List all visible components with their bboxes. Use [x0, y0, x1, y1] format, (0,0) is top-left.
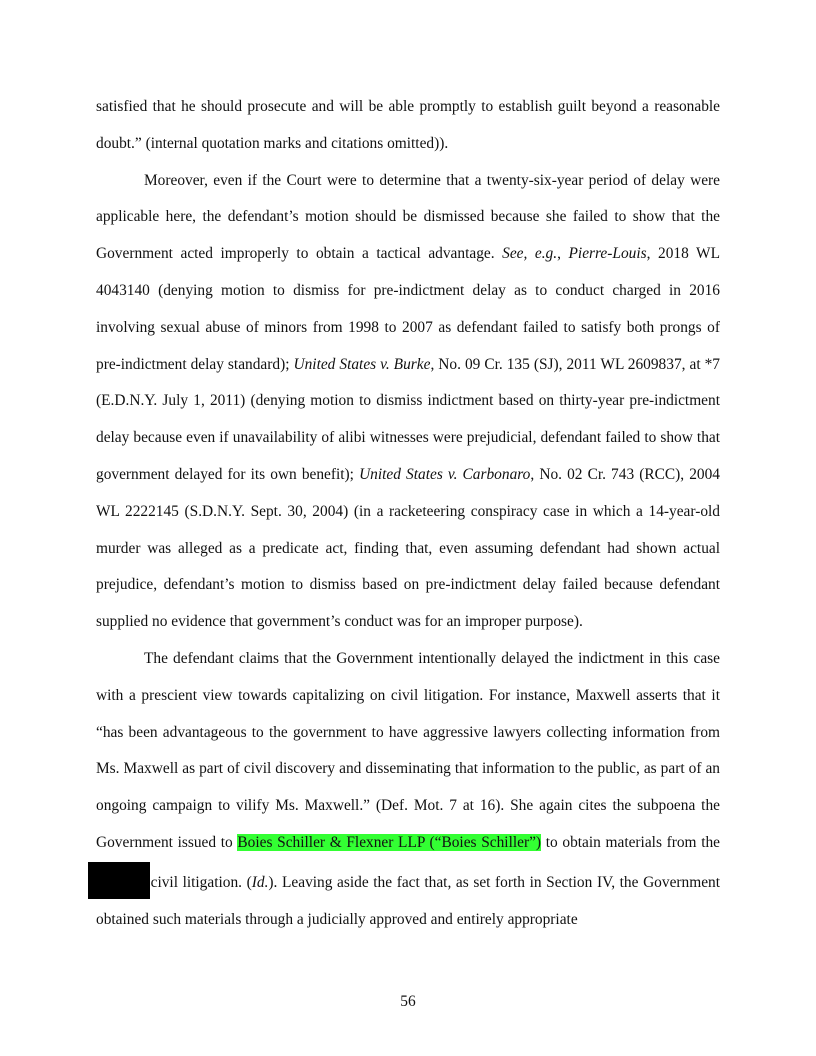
page-number: 56 [400, 993, 416, 1010]
citation-signal: See, e.g. [502, 245, 558, 263]
case-name-pierre-louis: Pierre-Louis [568, 245, 647, 263]
case-name-carbonaro: United States v. Carbonaro [359, 465, 531, 483]
paragraph-3: The defendant claims that the Government intentionally delayed the indictment in this case with a prescient view towards capitalizing on civil litigation. For instance, Maxwell asserts that it “has been advantageous to the government to have aggressive lawyers collecting information from Ms. Maxwell as part of civil discovery and disseminating that information to the public, as part of an ongoing campaign to vilify Ms. Maxwell.” (Def. Mot. 7 at 16). She again cites the subpoena the Government issued to Boies Schiller & Flexner LLP (“Boies Schiller”) to obtain materials from the civil litigation. (Id.). Leaving aside the fact that, as set forth in Section IV, the Government obtained such materials through a judicially approved and entirely appropriate [96, 641, 720, 938]
redaction-box [88, 862, 150, 899]
highlighted-text: Boies Schiller & Flexner LLP (“Boies Schiller”) [237, 833, 542, 851]
paragraph-1: satisfied that he should prosecute and will be able promptly to establish guilt beyond a reasonable doubt.” (internal quotation marks and citations omitted)). [96, 98, 720, 152]
case-name-burke: United States v. Burke [293, 355, 431, 373]
body-text [96, 89, 720, 938]
id-citation: Id. [251, 873, 269, 891]
paragraph-2: Moreover, even if the Court were to determine that a twenty-six-year period of delay were applicable here, the defendant’s motion should be dismissed because she failed to show that the Government acted improperly to obtain a tactical advantage. See, e.g., Pierre-Louis, 2018 WL 4043140 (denying motion to dismiss for pre-indictment delay as to conduct charged in 2016 involving sexual abuse of minors from 1998 to 2007 as defendant failed to satisfy both prongs of pre-indictment delay standard); United States v. Burke, No. 09 Cr. 135 (SJ), 2011 WL 2609837, at *7 (E.D.N.Y. July 1, 2011) (denying motion to dismiss indictment based on thirty-year pre-indictment delay because even if unavailability of alibi witnesses were prejudicial, defendant failed to show that government delayed for its own benefit); United States v. Carbonaro, No. 02 Cr. 743 (RCC), 2004 WL 2222145 (S.D.N.Y. Sept. 30, 2004) (in a racketeering conspiracy case in which a 14-year-old murder was alleged as a predicate act, finding that, even assuming defendant had shown actual prejudice, defendant’s motion to dismiss based on pre-indictment delay failed because defendant supplied no evidence that government’s conduct was for an improper purpose). [96, 171, 721, 631]
